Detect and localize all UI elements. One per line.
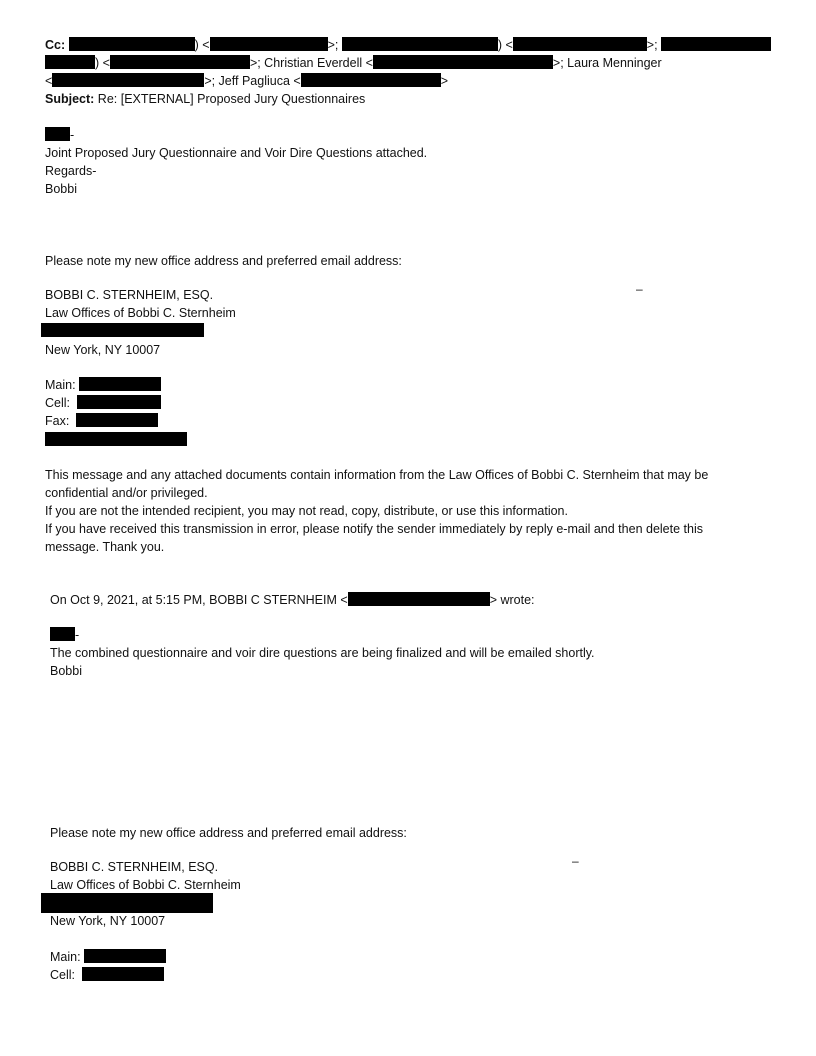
stray-dash: –: [636, 282, 643, 296]
quoted-cell-phone: Cell:: [50, 966, 164, 984]
sender-name: BOBBI C. STERNHEIM, ESQ.: [45, 288, 214, 302]
message-body: Joint Proposed Jury Questionnaire and Voir Dire Questions attached.: [45, 146, 428, 160]
redaction: [45, 432, 187, 446]
redaction: [373, 55, 553, 69]
redaction: [45, 127, 70, 141]
quoted-greeting: -: [50, 626, 79, 644]
disclaimer-2: confidential and/or privileged.: [45, 486, 208, 500]
quoted-main-phone: Main:: [50, 948, 166, 966]
redaction: [76, 413, 158, 427]
disclaimer-4: If you have received this transmission in error, please notify the sender immediately by reply e-mail and then delete this: [45, 522, 703, 536]
quoted-firm-name: Law Offices of Bobbi C. Sternheim: [50, 878, 241, 892]
fax: Fax:: [45, 412, 158, 430]
quoted-signature: Bobbi: [50, 664, 82, 678]
redaction: [513, 37, 647, 51]
closing: Regards-: [45, 164, 97, 178]
subject-label: Subject:: [45, 92, 95, 106]
redaction: [84, 949, 166, 963]
cc-line-1: Cc: ) < >; ) < >;: [45, 36, 771, 54]
disclaimer-3: If you are not the intended recipient, you may not read, copy, distribute, or use this information.: [45, 504, 568, 518]
cell-phone: Cell:: [45, 394, 161, 412]
redaction: [348, 592, 490, 606]
quoted-sender-name: BOBBI C. STERNHEIM, ESQ.: [50, 860, 219, 874]
redaction: [69, 37, 195, 51]
subject-text: Re: [EXTERNAL] Proposed Jury Questionnaires: [97, 92, 366, 106]
city: New York, NY 10007: [45, 343, 161, 357]
cc-line-2: ) < >; Christian Everdell < >; Laura Menninger: [45, 54, 662, 72]
quoted-body: The combined questionnaire and voir dire questions are being finalized and will be emailed shortly.: [50, 646, 595, 660]
address-note: Please note my new office address and preferred email address:: [45, 254, 402, 268]
redaction: [41, 893, 213, 913]
quoted-intro: On Oct 9, 2021, at 5:15 PM, BOBBI C STERNHEIM < > wrote:: [50, 593, 535, 607]
redaction: [41, 323, 204, 337]
redaction: [52, 73, 204, 87]
redaction: [82, 967, 164, 981]
subject-line: [45, 90, 365, 108]
redaction: [342, 37, 498, 51]
redaction: [110, 55, 250, 69]
stray-dash: –: [572, 854, 579, 868]
redaction: [661, 37, 771, 51]
redaction: [77, 395, 161, 409]
redaction: [210, 37, 328, 51]
redaction: [79, 377, 161, 391]
disclaimer-1: This message and any attached documents contain information from the Law Offices of Bobbi C. Sternheim that may be: [45, 468, 709, 482]
redaction: [301, 73, 441, 87]
quoted-address-note: Please note my new office address and preferred email address:: [50, 826, 407, 840]
quoted-city: New York, NY 10007: [50, 914, 166, 928]
disclaimer-5: message. Thank you.: [45, 540, 165, 554]
signature: Bobbi: [45, 182, 77, 196]
firm-name: Law Offices of Bobbi C. Sternheim: [45, 306, 236, 320]
redaction: [50, 627, 75, 641]
main-phone: Main:: [45, 376, 161, 394]
cc-label: Cc:: [45, 38, 66, 52]
greeting: -: [45, 126, 74, 144]
redaction: [45, 55, 95, 69]
cc-line-3: < >; Jeff Pagliuca < >: [45, 74, 448, 88]
